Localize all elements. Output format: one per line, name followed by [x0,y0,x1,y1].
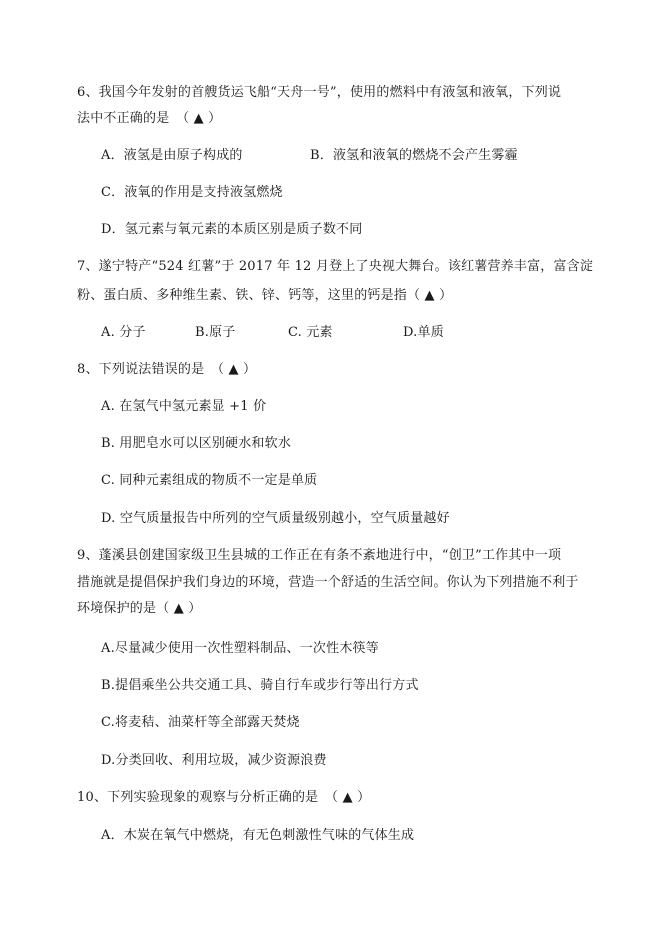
question-8-option-c: C. 同种元素组成的物质不一定是单质 [101,473,318,488]
question-10-line-1: 10、下列实验现象的观察与分析正确的是 （ ▲ ） [77,790,371,805]
question-9-line-1: 9、蓬溪县创建国家级卫生县城的工作正在有条不紊地进行中，“创卫”工作其中一项 [77,548,562,563]
question-6-option-b: B．液氢和液氧的燃烧不会产生雾霾 [310,148,518,163]
question-6-option-a: A．液氢是由原子构成的 [101,148,243,163]
question-9-option-a: A.尽量减少使用一次性塑料制品、一次性木筷等 [101,641,379,656]
question-8-line-1: 8、下列说法错误的是 （ ▲ ） [77,362,257,377]
question-7-line-2: 粉、蛋白质、多种维生素、铁、锌、钙等，这里的钙是指（ ▲ ） [77,288,453,303]
question-8-option-a: A. 在氢气中氢元素显 +1 价 [101,399,267,414]
question-7-option-d: D.单质 [403,325,444,340]
question-6-line-2: 法中不正确的是 （ ▲ ） [77,111,222,126]
question-10-option-a: A．木炭在氧气中燃烧，有无色刺激性气味的气体生成 [101,828,415,843]
question-9-option-d: D.分类回收、利用垃圾，减少资源浪费 [101,753,327,768]
question-9-option-b: B.提倡乘坐公共交通工具、骑自行车或步行等出行方式 [101,678,419,693]
question-9-line-3: 环境保护的是（ ▲ ） [77,601,202,616]
question-6-option-d: D．氢元素与氧元素的本质区别是质子数不同 [101,222,363,237]
question-8-option-b: B. 用肥皂水可以区别硬水和软水 [101,436,292,451]
question-7-option-b: B.原子 [195,325,236,340]
question-6-line-1: 6、我国今年发射的首艘货运飞船“天舟一号”，使用的燃料中有液氢和液氧，下列说 [77,85,562,100]
question-9-option-c: C.将麦秸、油菜杆等全部露天焚烧 [101,715,300,730]
question-7-line-1: 7、遂宁特产“524 红薯”于 2017 年 12 月登上了央视大舞台。该红薯营养丰富，富含淀 [77,259,594,274]
question-7-option-c: C. 元素 [288,325,333,340]
question-7-option-a: A. 分子 [101,325,146,340]
question-6-option-c: C．液氧的作用是支持液氢燃烧 [101,185,283,200]
question-8-option-d: D. 空气质量报告中所列的空气质量级别越小，空气质量越好 [101,511,450,526]
question-9-line-2: 措施就是提倡保护我们身边的环境，营造一个舒适的生活空间。你认为下列措施不利于 [77,575,579,590]
